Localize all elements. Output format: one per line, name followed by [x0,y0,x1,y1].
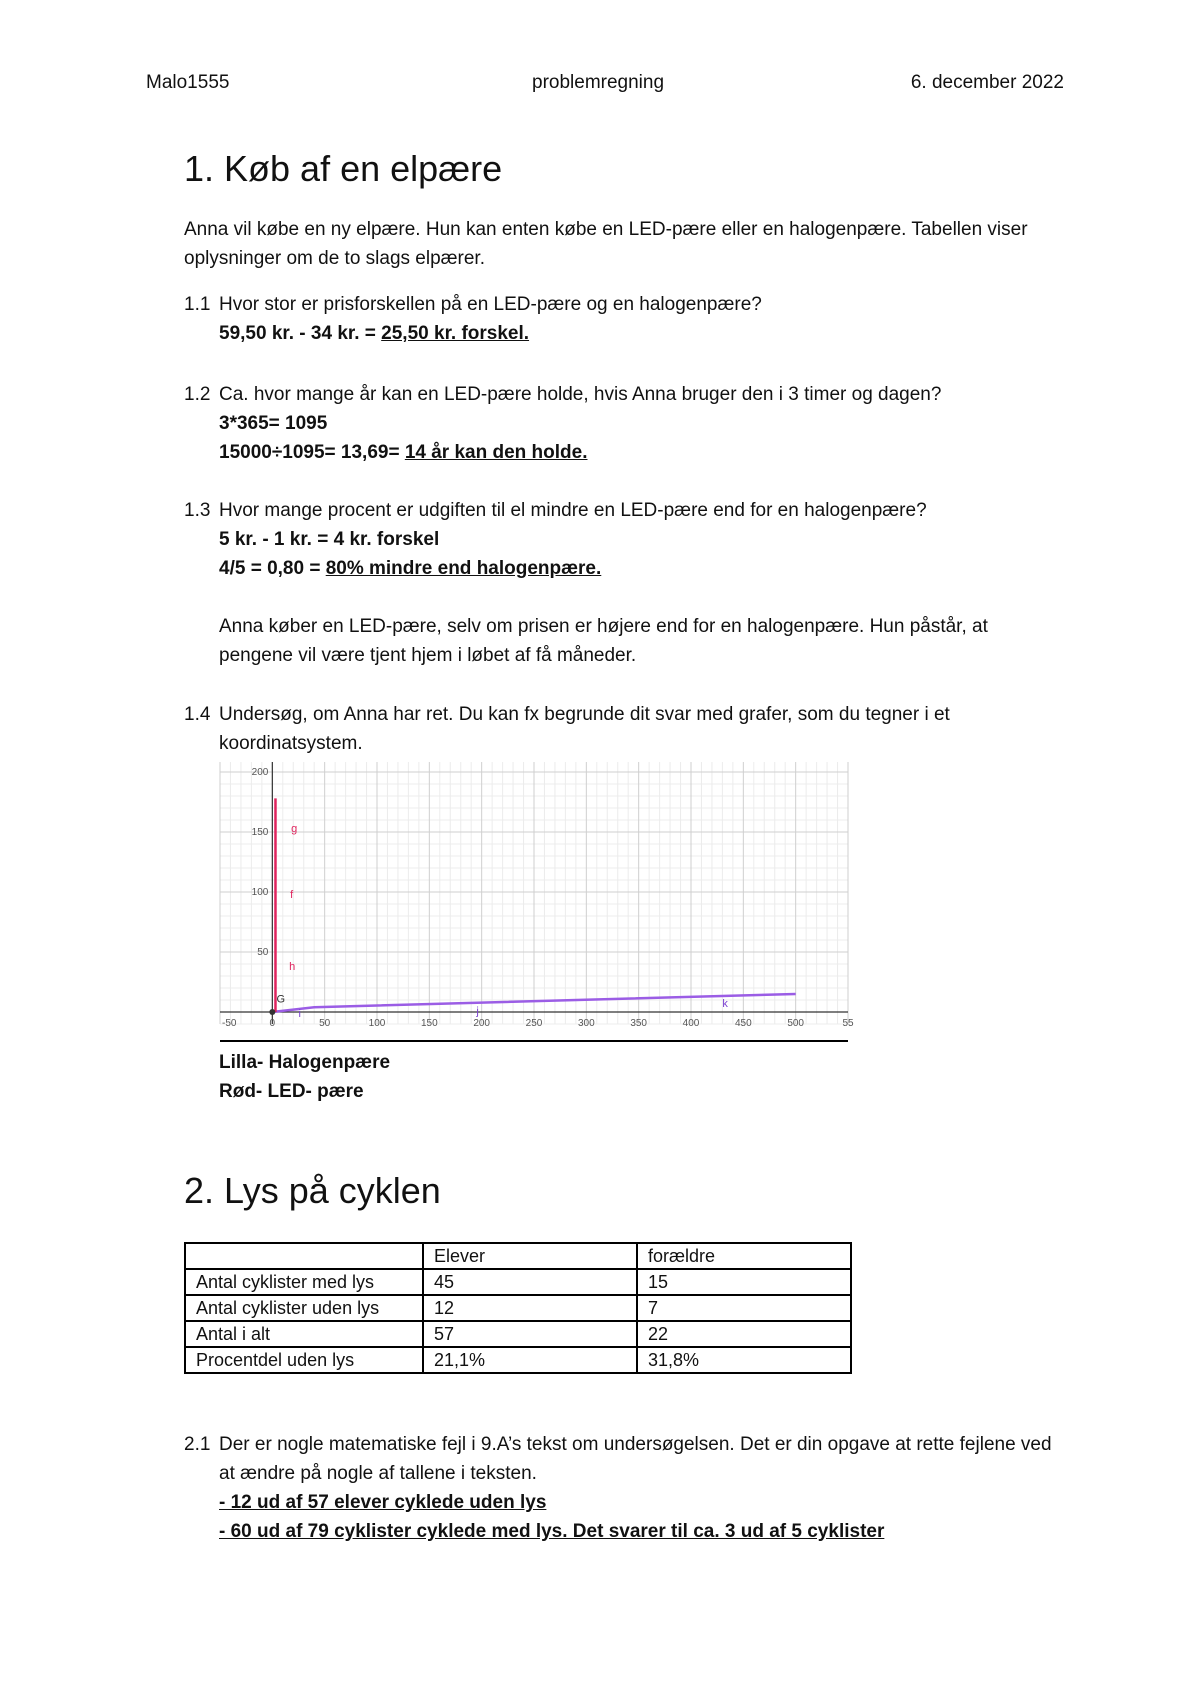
point-label: g [291,823,298,835]
section1-intro: Anna vil købe en ny elpære. Hun kan enten købe en LED-pære eller en halogenpære. Tabellen viser oplysninger om de to slags elpærer. [184,219,1028,269]
answer-1-3-line1: 5 kr. - 1 kr. = 4 kr. forskel [219,529,440,550]
answer-result: 80% mindre end halogenpære. [325,558,602,579]
point-label: h [289,961,296,973]
table-cell: Procentdel uden lys [185,1347,423,1373]
coordinate-graph [220,762,854,1042]
question-text: Undersøg, om Anna har ret. Du kan fx begrunde dit svar med grafer, som du tegner i et koordinatsystem. [219,704,950,754]
answer-calc: 4/5 = 0,80 = [219,558,326,579]
y-tick-label: 100 [251,887,269,898]
question-1-4 [184,700,1064,758]
answer-2-1-line2: - 60 ud af 79 cyklister cyklede med lys. Det svarer til ca. 3 ud af 5 cyklister [219,1521,885,1542]
origin-point [269,1009,275,1015]
header-subject: problemregning [532,72,665,93]
table-cell: Elever [423,1243,637,1269]
x-tick-label: 300 [577,1018,595,1029]
x-tick-label: 500 [787,1018,805,1029]
table-cell: 7 [637,1295,851,1321]
x-tick-label: 200 [473,1018,491,1029]
answer-1-1 [219,319,529,348]
point-label: i [298,1007,301,1020]
table-cell: 15 [637,1269,851,1295]
header-date: 6. december 2022 [910,72,1064,93]
table-cell: Antal cyklister uden lys [185,1295,423,1321]
question-text: Hvor stor er prisforskellen på en LED-pære og en halogenpære? [219,294,762,315]
question-1-3 [184,496,1064,525]
legend-halogen: Lilla- Halogenpære [219,1052,391,1073]
page-header [146,72,1064,98]
answer-1-2-line1: 3*365= 1095 [219,413,328,434]
x-tick-label: 55 [842,1018,854,1029]
x-tick-label: 400 [682,1018,700,1029]
table-cell: Antal i alt [185,1321,423,1347]
table-cell [185,1243,423,1269]
y-tick-label: 150 [251,827,269,838]
table-cell: Antal cyklister med lys [185,1269,423,1295]
section1-title: 1. Køb af en elpære [184,148,503,189]
answer-1-2-line2 [219,438,588,467]
header-author: Malo1555 [146,72,230,93]
x-tick-label: 50 [319,1018,331,1029]
point-label: j [476,1005,479,1018]
table-cell: 21,1% [423,1347,637,1373]
table-cell: forældre [637,1243,851,1269]
section2-title: 2. Lys på cyklen [184,1170,441,1211]
x-tick-label: 250 [525,1018,543,1029]
table-cell: 45 [423,1269,637,1295]
table-cell: 22 [637,1321,851,1347]
table-row [185,1347,851,1373]
answer-calc: 15000÷1095= 13,69= [219,442,405,463]
question-1-1 [184,290,1064,319]
table-row [185,1269,851,1295]
y-tick-label: 50 [257,947,269,958]
x-tick-label: 100 [368,1018,386,1029]
answer-calc: 59,50 kr. - 34 kr. = [219,323,382,344]
table-cell: 12 [423,1295,637,1321]
graph-series [269,798,795,1018]
x-tick-label: 0 [269,1018,276,1029]
question-number: 2.1 [184,1434,211,1455]
question-2-1 [184,1430,1064,1488]
point-label: f [290,889,294,901]
legend-led: Rød- LED- pære [219,1081,364,1102]
answer-result: 25,50 kr. forskel. [381,323,530,344]
x-tick-label: 150 [420,1018,438,1029]
bike-light-table [184,1242,852,1374]
table-row [185,1295,851,1321]
question-number: 1.4 [184,704,211,725]
point-label: G [276,993,286,1006]
table-row [185,1321,851,1347]
table-header-row [185,1243,851,1269]
question-text: Der er nogle matematiske fejl i 9.A’s tekst om undersøgelsen. Det er din opgave at rette fejlene ved at ændre på nogle af tallene i teksten. [219,1434,1052,1484]
answer-1-3-line2 [219,554,601,583]
question-text: Ca. hvor mange år kan en LED-pære holde, hvis Anna bruger den i 3 timer og dagen? [219,384,942,405]
question-text: Hvor mange procent er udgiften til el mindre en LED-pære end for en halogenpære? [219,500,927,521]
section1-paragraph: Anna køber en LED-pære, selv om prisen er højere end for en halogenpære. Hun påstår, at pengene vil være tjent hjem i løbet af få måneder. [219,616,988,666]
y-tick-label: 200 [251,767,269,778]
table-cell: 57 [423,1321,637,1347]
question-number: 1.1 [184,294,211,315]
x-tick-label: 350 [630,1018,648,1029]
question-number: 1.2 [184,384,211,405]
table-cell: 31,8% [637,1347,851,1373]
point-label: k [722,998,728,1011]
question-1-2 [184,380,1064,409]
question-number: 1.3 [184,500,211,521]
answer-2-1-line1: - 12 ud af 57 elever cyklede uden lys [219,1492,547,1513]
answer-result: 14 år kan den holde. [404,442,588,463]
x-tick-label: -50 [222,1018,237,1029]
x-tick-label: 450 [734,1018,752,1029]
